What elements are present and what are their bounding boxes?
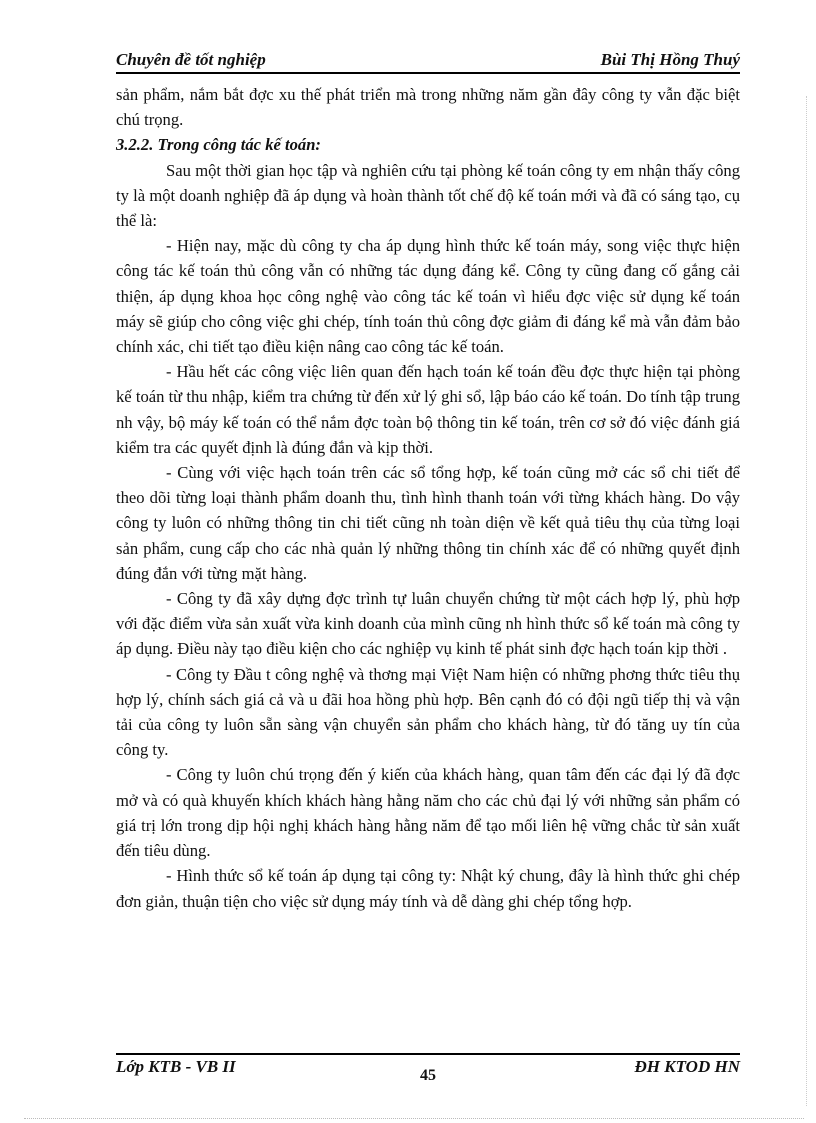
- body-paragraph: - Hiện nay, mặc dù công ty cha áp dụng hình thức kế toán máy, song việc thực hiện công tác kế toán thủ công vẫn có những tác dụng đáng kể. Công ty cũng đang cố gắng cải thiện, áp dụng khoa học công nghệ vào công tác kế toán vì hiểu đợc việc sử dụng kế toán máy sẽ giúp cho công việc ghi chép, tính toán thủ công đợc giảm đi đáng kể mà vẫn đảm bảo chính xác, chi tiết tạo điều kiện nâng cao công tác kế toán.: [116, 236, 740, 357]
- header-document-title: Chuyên đề tốt nghiệp: [116, 50, 266, 69]
- document-body: [116, 82, 740, 914]
- body-paragraph: - Công ty đã xây dựng đợc trình tự luân chuyển chứng từ một cách hợp lý, phù hợp với đặc điểm vừa sản xuất vừa kinh doanh của mình cũng nh hình thức sổ kế toán mà công ty áp dụng. Điều này tạo điều kiện cho các nghiệp vụ kinh tế phát sinh đợc hạch toán kịp thời .: [116, 589, 740, 659]
- section-heading: 3.2.2. Trong công tác kế toán:: [116, 135, 321, 155]
- body-paragraph: - Công ty luôn chú trọng đến ý kiến của khách hàng, quan tâm đến các đại lý đã đợc mở và có quà khuyến khích khách hàng hằng năm cho các chủ đại lý với những sản phẩm có giá trị lớn trong dịp hội nghị khách hàng hằng năm để tạo mối liên hệ vững chắc từ sản xuất đến tiêu dùng.: [116, 765, 740, 861]
- right-dotted-border: [806, 96, 807, 1106]
- body-paragraph: - Hình thức sổ kế toán áp dụng tại công ty: Nhật ký chung, đây là hình thức ghi chép đơn giản, thuận tiện cho việc sử dụng máy tính và dễ dàng ghi chép tổng hợp.: [116, 866, 740, 911]
- header-author-name: Bùi Thị Hồng Thuý: [600, 50, 740, 69]
- intro-paragraph: sản phẩm, nắm bắt đợc xu thế phát triển mà trong những năm gần đây công ty vẫn đặc biệt chú trọng.: [116, 85, 740, 130]
- page-header: [116, 48, 740, 74]
- footer-class-label: Lớp KTB - VB II: [116, 1057, 236, 1076]
- bottom-dotted-border: [24, 1118, 804, 1119]
- body-paragraph: - Hầu hết các công việc liên quan đến hạch toán kế toán đều đợc thực hiện tại phòng kế toán từ thu nhập, kiểm tra chứng từ đến xử lý ghi sổ, lập báo cáo kế toán. Do tính tập trung nh vậy, bộ máy kế toán có thể nắm đợc toàn bộ thông tin kế toán, trên cơ sở đó việc đánh giá kiểm tra các quyết định là đúng đắn và kịp thời.: [116, 362, 740, 457]
- footer-divider: [116, 1053, 740, 1055]
- body-paragraph: - Cùng với việc hạch toán trên các sổ tổng hợp, kế toán cũng mở các sổ chi tiết để theo dõi từng loại thành phẩm doanh thu, tình hình thanh toán với từng khách hàng. Do vậy công ty luôn có những thông tin chi tiết cũng nh toàn diện về kết quả tiêu thụ của từng loại sản phẩm, cung cấp cho các nhà quản lý những thông tin chính xác để có những quyết định đúng đắn với từng mặt hàng.: [116, 463, 740, 583]
- footer-university-label: ĐH KTOD HN: [634, 1057, 740, 1076]
- body-paragraph: - Công ty Đầu t công nghệ và thơng mại Việt Nam hiện có những phơng thức tiêu thụ hợp lý, chính sách giá cả và u đãi hoa hồng phù hợp. Bên cạnh đó có đội ngũ tiếp thị và vận tải của công ty luôn sẵn sàng vận chuyển sản phẩm cho khách hàng, từ đó tăng uy tín của công ty.: [116, 664, 740, 760]
- page-number: 45: [420, 1067, 436, 1084]
- body-paragraph: Sau một thời gian học tập và nghiên cứu tại phòng kế toán công ty em nhận thấy công ty là một doanh nghiệp đã áp dụng và hoàn thành tốt chế độ kế toán mới và đã có sáng tạo, cụ thể là:: [116, 160, 740, 231]
